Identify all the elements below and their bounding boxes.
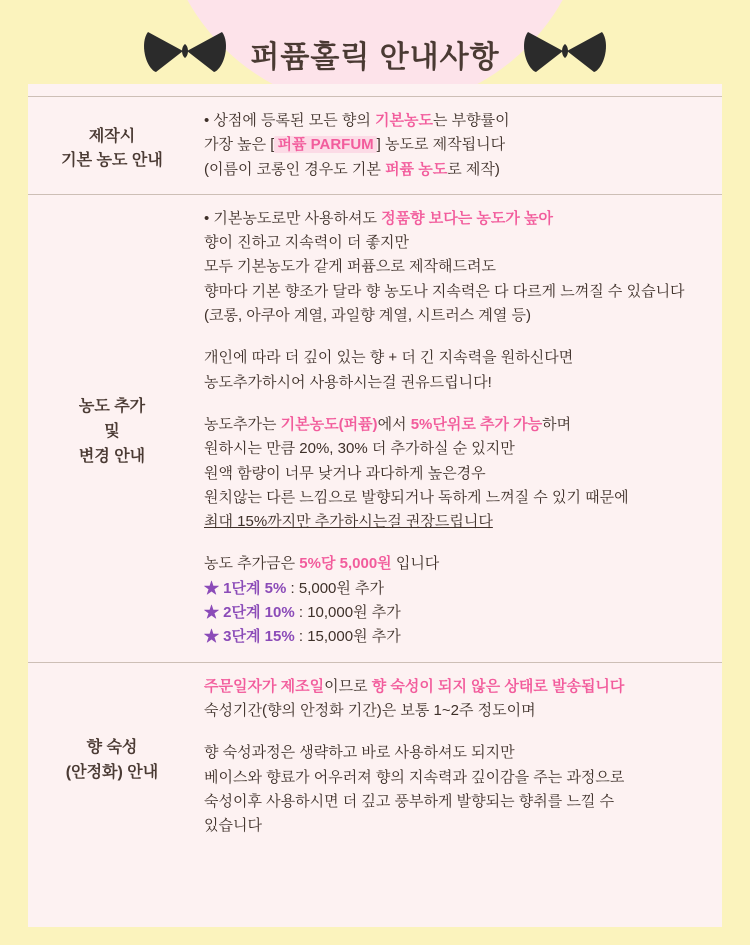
notice-row-label-line: 제작시: [88, 127, 136, 145]
notice-text-segment: : 5,000원 추가: [286, 579, 385, 597]
notice-text-segment: 숙성이후 사용하시면 더 깊고 풍부하게 발향되는 향취를 느낄 수: [204, 792, 615, 810]
notice-text-segment: ★: [204, 579, 224, 597]
notice-text-segment: 기본농도: [375, 112, 433, 129]
notice-text-segment: 향 숙성이 되지 않은 상태로 발송됩니다: [371, 677, 625, 695]
notice-text-segment: : 15,000원 추가: [294, 628, 401, 646]
notice-text-segment: 모두 기본농도가 같게 퍼퓸으로 제작해드려도: [204, 258, 496, 276]
notice-text-segment: 숙성기간(향의 안정화 기간)은 보통 1~2주 정도이며: [204, 701, 536, 719]
notice-text-line: [204, 486, 712, 510]
notice-text-segment: 원하시는 만큼 20%, 30% 더 추가하실 순 있지만: [204, 440, 515, 458]
ribbon-bow-icon-right: [522, 28, 608, 74]
notice-text-segment: 5%당 5,000원: [299, 555, 392, 573]
notice-text-line: [204, 413, 712, 437]
notice-text-segment: 는 부향률이: [432, 112, 510, 129]
notice-text-segment: 향이 진하고 지속력이 더 좋지만: [204, 234, 410, 252]
notice-text-line: [204, 790, 712, 814]
notice-row-label: [28, 97, 196, 194]
notice-row-label-line: (안정화) 안내: [65, 763, 159, 781]
notice-text-line: [204, 766, 712, 790]
notice-sections: [28, 96, 722, 850]
notice-text-line: [204, 510, 712, 534]
notice-text-line: [204, 577, 712, 601]
notice-text-segment: 원액 함량이 너무 낮거나 과다하게 높은경우: [204, 464, 486, 482]
notice-text-line: [204, 552, 712, 576]
notice-text-segment: (코롱, 아쿠아 계열, 과일향 계열, 시트러스 계열 등): [204, 307, 531, 325]
notice-text-segment: 향마다 기본 향조가 달라 향 농도나 지속력은 다 다르게 느껴질 수 있습니다: [204, 282, 685, 300]
notice-text-segment: : 10,000원 추가: [294, 604, 401, 622]
spacer: [204, 395, 712, 413]
notice-text-line: [204, 675, 712, 699]
notice-text-segment: 이므로: [324, 677, 372, 695]
notice-text-segment: (이름이 코롱인 경우도 기본: [204, 160, 386, 178]
notice-text-segment: 베이스와 향료가 어우러져 향의 지속력과 깊이감을 주는 과정으로: [204, 768, 625, 786]
notice-text-segment: 원치않는 다른 느낌으로 발향되거나 독하게 느껴질 수 있기 때문에: [204, 488, 629, 506]
notice-text-segment: 입니다: [391, 555, 440, 573]
notice-text-line: [204, 699, 712, 723]
spacer: [204, 723, 712, 741]
notice-row: [28, 662, 722, 851]
bullet-icon: •: [204, 112, 214, 129]
notice-text-line: [204, 231, 712, 255]
notice-text-line: [204, 437, 712, 461]
notice-text-segment: 1단계 5%: [223, 579, 287, 597]
page-banner: [0, 0, 750, 90]
notice-text-segment: 주문일자가 제조일: [204, 677, 325, 695]
notice-text-line: [204, 601, 712, 625]
notice-text-segment: 퍼퓸 PARFUM: [274, 136, 376, 153]
notice-card: [28, 84, 722, 927]
notice-text-segment: 기본농도(퍼퓸): [280, 415, 378, 433]
notice-text-segment: 5%단위로 추가 가능: [410, 415, 543, 433]
notice-text-line: [204, 133, 712, 157]
notice-text-line: [204, 207, 712, 231]
notice-text-line: [204, 371, 712, 395]
notice-text-segment: 농도 추가금은: [204, 555, 300, 573]
page-title: 퍼퓸홀릭 안내사항: [250, 41, 500, 74]
notice-row: [28, 96, 722, 194]
notice-text-line: [204, 109, 712, 133]
notice-text-segment: 개인에 따라 더 깊이 있는 향 + 더 긴 지속력을 원하신다면: [204, 349, 574, 367]
notice-text-line: [204, 462, 712, 486]
notice-row-label: [28, 195, 196, 662]
notice-row-label: [28, 663, 196, 851]
notice-text-segment: 있습니다: [204, 817, 262, 835]
notice-text-segment: 로 제작): [447, 160, 500, 178]
notice-text-segment: 최대 15%까지만 추가하시는걸 권장드립니다: [204, 513, 493, 531]
notice-text-segment: 상점에 등록된 모든 향의: [213, 112, 375, 129]
notice-row-label-line: 기본 농도 안내: [61, 152, 163, 170]
notice-row-body: [196, 97, 722, 194]
notice-row-body: [196, 663, 722, 851]
notice-text-line: [204, 814, 712, 838]
notice-text-line: [204, 625, 712, 649]
notice-text-segment: 농도추가하시어 사용하시는걸 권유드립니다!: [204, 373, 492, 391]
notice-text-line: [204, 158, 712, 182]
notice-row-label-line: 향 숙성: [86, 738, 138, 756]
notice-text-segment: 가장 높은 [: [204, 136, 275, 154]
spacer: [204, 534, 712, 552]
notice-text-line: [204, 304, 712, 328]
notice-row-body: [196, 195, 722, 662]
notice-text-line: [204, 346, 712, 370]
notice-text-segment: 정품향 보다는 농도가 높아: [381, 209, 554, 227]
notice-row-label-line: 및: [104, 422, 120, 440]
spacer: [204, 328, 712, 346]
bullet-icon: •: [204, 209, 214, 227]
notice-text-segment: 2단계 10%: [223, 604, 295, 622]
notice-text-segment: 농도추가는: [204, 415, 281, 433]
notice-row-label-line: 변경 안내: [78, 447, 146, 465]
notice-text-segment: ★: [204, 604, 224, 622]
notice-text-segment: ] 농도로 제작됩니다: [376, 136, 506, 154]
notice-text-segment: 기본농도로만 사용하셔도: [213, 209, 382, 227]
notice-text-line: [204, 280, 712, 304]
notice-text-segment: 하며: [542, 415, 572, 433]
notice-text-segment: ★: [204, 628, 224, 646]
notice-text-segment: 퍼퓸 농도: [385, 160, 448, 178]
notice-row-label-line: 농도 추가: [78, 398, 146, 416]
notice-text-line: [204, 255, 712, 279]
notice-row: [28, 194, 722, 662]
notice-text-segment: 에서: [377, 415, 411, 433]
notice-text-segment: 3단계 15%: [223, 628, 295, 646]
notice-text-segment: 향 숙성과정은 생략하고 바로 사용하셔도 되지만: [204, 744, 515, 762]
notice-text-line: [204, 741, 712, 765]
